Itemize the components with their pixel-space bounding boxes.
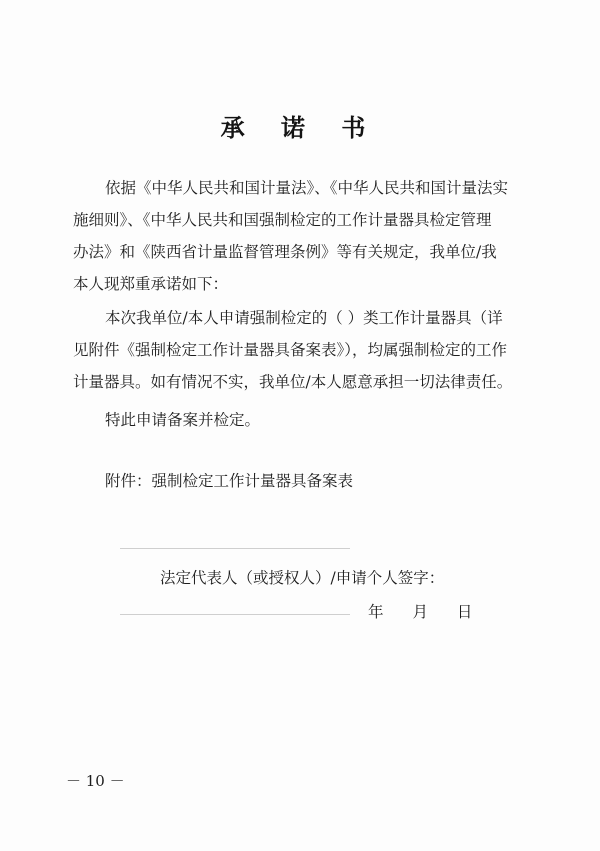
date-month-label: 月 <box>412 603 428 621</box>
document-title: 承 诺 书 <box>220 113 380 142</box>
paragraph-line: 计量器具。如有情况不实，我单位/本人愿意承担一切法律责任。 <box>73 373 513 391</box>
page-number: － 10 － <box>66 772 125 790</box>
attachment-note: 附件：强制检定工作计量器具备案表 <box>105 472 354 490</box>
paragraph-line: 本人现郑重承诺如下： <box>73 275 229 293</box>
paragraph-line: 本次我单位/本人申请强制检定的（ ）类工作计量器具（详 <box>105 309 503 327</box>
date-year-label: 年 <box>368 603 384 621</box>
paragraph-line: 特此申请备案并检定。 <box>105 411 261 429</box>
date-day-label: 日 <box>456 603 473 621</box>
paragraph-line: 办法》和《陕西省计量监督管理条例》等有关规定，我单位/我 <box>73 243 497 261</box>
signature-blank-line <box>120 614 350 615</box>
paragraph-legal-basis <box>73 172 543 300</box>
paragraph-line: 见附件《强制检定工作计量器具备案表》），均属强制检定的工作 <box>73 341 508 359</box>
date-field <box>368 600 496 622</box>
paragraph-line: 施细则》、《中华人民共和国强制检定的工作计量器具检定管理 <box>73 211 492 229</box>
paragraph-commitment <box>73 302 543 398</box>
signature-label: 法定代表人（或授权人）/申请个人签字： <box>160 569 445 587</box>
paragraph-line: 依据《中华人民共和国计量法》、《中华人民共和国计量法实 <box>105 179 509 197</box>
signature-blank-line <box>120 548 350 549</box>
paragraph-request <box>105 404 543 436</box>
